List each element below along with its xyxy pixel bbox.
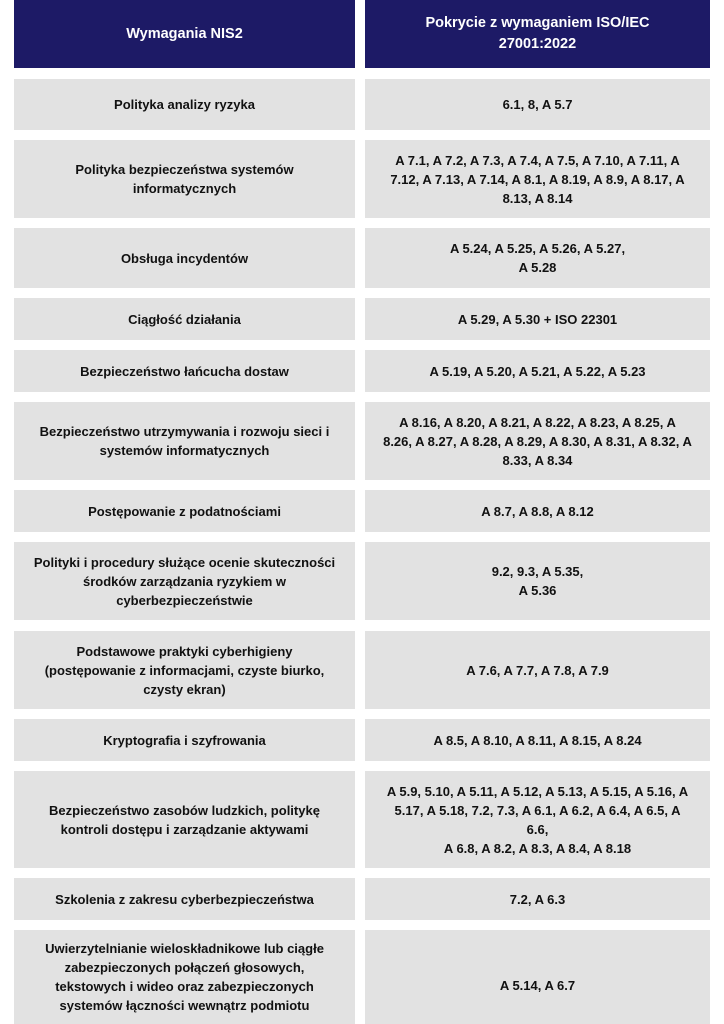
coverage-cell: A 7.1, A 7.2, A 7.3, A 7.4, A 7.5, A 7.10, A 7.11, A 7.12, A 7.13, A 7.14, A 8.1, A 8.19, A 8.9, A 8.17, A 8.13, A 8.14: [365, 140, 710, 218]
coverage-cell: A 8.16, A 8.20, A 8.21, A 8.22, A 8.23, A 8.25, A 8.26, A 8.27, A 8.28, A 8.29, A 8.30, A 8.31, A 8.32, A 8.33, A 8.34: [365, 402, 710, 480]
requirement-cell: Polityki i procedury służące ocenie skuteczności środków zarządzania ryzykiem w cyberbezpieczeństwie: [14, 542, 355, 620]
coverage-cell: 6.1, 8, A 5.7: [365, 79, 710, 130]
coverage-cell: 9.2, 9.3, A 5.35, A 5.36: [365, 542, 710, 620]
requirement-cell: Ciągłość działania: [14, 298, 355, 340]
coverage-cell: A 5.14, A 6.7: [365, 930, 710, 1024]
coverage-cell: A 7.6, A 7.7, A 7.8, A 7.9: [365, 631, 710, 709]
table-row: [0, 719, 724, 761]
table-row: [0, 771, 724, 868]
requirement-cell: Bezpieczeństwo zasobów ludzkich, politykę kontroli dostępu i zarządzanie aktywami: [14, 771, 355, 868]
table-row: [0, 878, 724, 920]
table-row: [0, 631, 724, 709]
header-iso-coverage: Pokrycie z wymaganiem ISO/IEC 27001:2022: [365, 0, 710, 68]
table-row: [0, 298, 724, 340]
requirement-cell: Uwierzytelnianie wieloskładnikowe lub ciągłe zabezpieczonych połączeń głosowych, tekstowych i wideo oraz zabezpieczonych systemów łączności wewnątrz podmiotu: [14, 930, 355, 1024]
requirement-cell: Bezpieczeństwo łańcucha dostaw: [14, 350, 355, 392]
table-row: [0, 79, 724, 130]
table-row: [0, 402, 724, 480]
coverage-cell: 7.2, A 6.3: [365, 878, 710, 920]
requirement-cell: Polityka analizy ryzyka: [14, 79, 355, 130]
coverage-cell: A 8.5, A 8.10, A 8.11, A 8.15, A 8.24: [365, 719, 710, 761]
table-row: [0, 140, 724, 218]
coverage-cell: A 8.7, A 8.8, A 8.12: [365, 490, 710, 532]
coverage-cell: A 5.29, A 5.30 + ISO 22301: [365, 298, 710, 340]
requirement-cell: Postępowanie z podatnościami: [14, 490, 355, 532]
table-row: [0, 228, 724, 288]
requirement-cell: Polityka bezpieczeństwa systemów informatycznych: [14, 140, 355, 218]
table-row: [0, 542, 724, 620]
requirement-cell: Obsługa incydentów: [14, 228, 355, 288]
table-header: [0, 0, 724, 68]
coverage-cell: A 5.19, A 5.20, A 5.21, A 5.22, A 5.23: [365, 350, 710, 392]
requirement-cell: Kryptografia i szyfrowania: [14, 719, 355, 761]
coverage-cell: A 5.9, 5.10, A 5.11, A 5.12, A 5.13, A 5.15, A 5.16, A 5.17, A 5.18, 7.2, 7.3, A 6.1, A 6.2, A 6.4, A 6.5, A 6.6, A 6.8, A 8.2, A 8.3, A 8.4, A 8.18: [365, 771, 710, 868]
requirement-cell: Bezpieczeństwo utrzymywania i rozwoju sieci i systemów informatycznych: [14, 402, 355, 480]
requirement-cell: Podstawowe praktyki cyberhigieny (postępowanie z informacjami, czyste biurko, czysty ekran): [14, 631, 355, 709]
header-nis2-requirements: Wymagania NIS2: [14, 0, 355, 68]
requirement-cell: Szkolenia z zakresu cyberbezpieczeństwa: [14, 878, 355, 920]
coverage-cell: A 5.24, A 5.25, A 5.26, A 5.27, A 5.28: [365, 228, 710, 288]
table-row: [0, 490, 724, 532]
table-row: [0, 350, 724, 392]
table-row: [0, 930, 724, 1024]
